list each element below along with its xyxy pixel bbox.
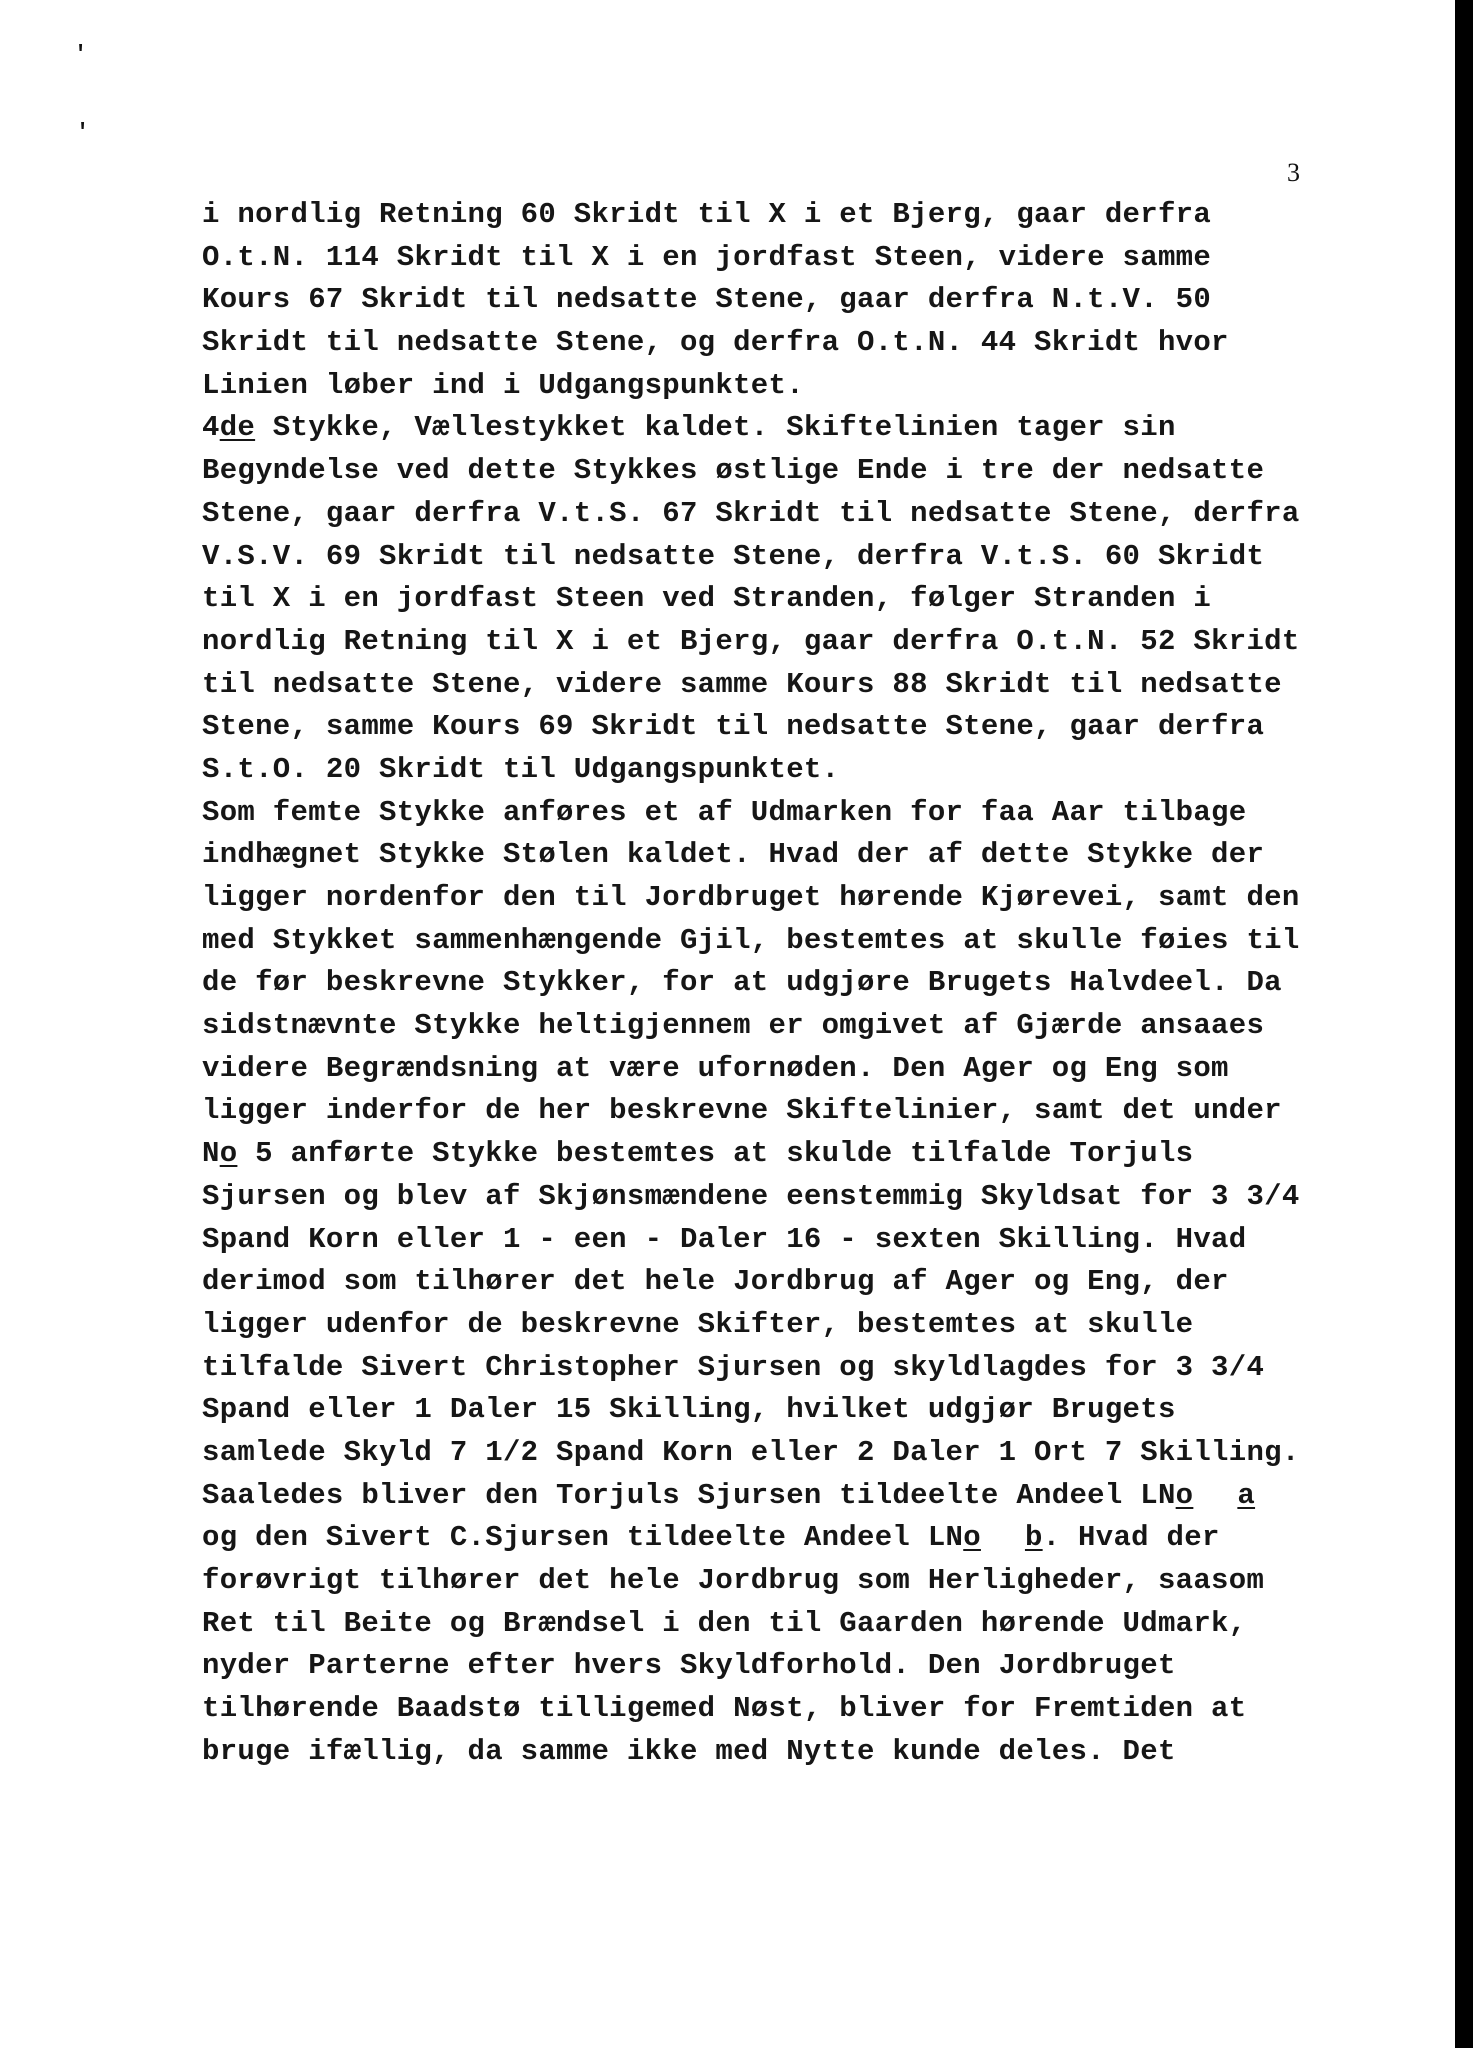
line-rest: Stykke, Vællestykket kaldet. Skiftelinien tager sin [255,411,1176,445]
text-line [202,1517,1300,1560]
numero-prefix: N [945,1521,964,1555]
text-line: de før beskrevne Stykker, for at udgjøre Brugets Halvdeel. Da [202,966,1282,1000]
share-letter: a [1237,1478,1256,1512]
scan-speck: ' [76,120,90,145]
text-line: Ret til Beite og Brændsel i den til Gaarden hørende Udmark, [202,1606,1247,1640]
text-line: O.t.N. 114 Skridt til X i en jordfast Steen, videre samme [202,240,1212,274]
text-line: Skridt til nedsatte Stene, og derfra O.t.N. 44 Skridt hvor [202,326,1229,360]
text-line: med Stykket sammenhængende Gjil, bestemtes at skulle føies til [202,923,1300,957]
numero-prefix: N [202,1137,220,1171]
line-text: og den Sivert C.Sjursen tildeelte Andeel L [202,1521,946,1555]
text-line: Kours 67 Skridt til nedsatte Stene, gaar derfra N.t.V. 50 [202,283,1212,317]
text-line: Stene, samme Kours 69 Skridt til nedsatte Stene, gaar derfra [202,710,1265,744]
numero-suffix: o [219,1137,238,1171]
body-text [202,194,1300,1773]
share-letter: b [1024,1521,1043,1555]
text-line: nyder Parterne efter hvers Skyldforhold. Den Jordbruget [202,1649,1176,1683]
text-line: ligger inderfor de her beskrevne Skiftelinier, samt det under [202,1094,1282,1128]
text-line: Linien løber ind i Udgangspunktet. [202,368,804,402]
text-line: tilhørende Baadstø tilligemed Nøst, bliver for Fremtiden at [202,1692,1247,1726]
text-line: ligger nordenfor den til Jordbruget hørende Kjørevei, samt den [202,881,1300,914]
text-line: Som femte Stykke anføres et af Udmarken for faa Aar tilbage [202,795,1247,829]
text-line [202,1133,1300,1176]
text-line: i nordlig Retning 60 Skridt til X i et Bjerg, gaar derfra [202,198,1212,231]
text-line: forøvrigt tilhører det hele Jordbrug som Herligheder, saasom [202,1564,1265,1597]
page-number: 3 [1287,158,1300,187]
line-rest: 5 anførte Stykke bestemtes at skulde tilfalde Torjuls [237,1137,1194,1171]
line-rest: . Hvad der [1042,1521,1220,1555]
text-line [202,407,1300,450]
text-line: Stene, gaar derfra V.t.S. 67 Skridt til nedsatte Stene, derfra [202,496,1300,530]
numero-suffix: o [963,1521,981,1555]
text-line: indhægnet Stykke Stølen kaldet. Hvad der af dette Stykke der [202,838,1265,872]
ordinal-number: 4 [202,411,220,445]
scan-speck: ' [74,42,88,67]
text-line: Spand eller 1 Daler 15 Skilling, hvilket udgjør Brugets [202,1393,1176,1427]
numero-prefix: N [1157,1478,1176,1512]
text-line: V.S.V. 69 Skridt til nedsatte Stene, derfra V.t.S. 60 Skridt [202,539,1265,573]
text-line: samlede Skyld 7 1/2 Spand Korn eller 2 Daler 1 Ort 7 Skilling. [202,1435,1300,1469]
text-line: tilfalde Sivert Christopher Sjursen og skyldlagdes for 3 3/4 [202,1350,1265,1384]
text-line: derimod som tilhører det hele Jordbrug af Ager og Eng, der [202,1265,1229,1299]
line-text: Saaledes bliver den Torjuls Sjursen tildeelte Andeel L [202,1478,1158,1512]
numero-suffix: o [1175,1478,1194,1512]
text-line: ligger udenfor de beskrevne Skifter, bestemtes at skulle [202,1307,1194,1341]
text-line [202,1475,1300,1518]
text-line: til X i en jordfast Steen ved Stranden, følger Stranden i [202,582,1212,616]
text-line: videre Begrændsning at være ufornøden. Den Ager og Eng som [202,1051,1229,1085]
text-line: sidstnævnte Stykke heltigjennem er omgivet af Gjærde ansaaes [202,1009,1265,1043]
ordinal-suffix: de [219,411,256,445]
text-line: nordlig Retning til X i et Bjerg, gaar derfra O.t.N. 52 Skridt [202,624,1300,658]
text-line: Begyndelse ved dette Stykkes østlige Ende i tre der nedsatte [202,454,1265,488]
text-line: bruge ifællig, da samme ikke med Nytte kunde deles. Det [202,1734,1176,1768]
text-line: Spand Korn eller 1 - een - Daler 16 - sexten Skilling. Hvad [202,1222,1247,1256]
text-line: Sjursen og blev af Skjønsmændene eenstemmig Skyldsat for 3 3/4 [202,1179,1300,1213]
text-line: til nedsatte Stene, videre samme Kours 88 Skridt til nedsatte [202,667,1282,701]
text-line: S.t.O. 20 Skridt til Udgangspunktet. [202,752,840,786]
